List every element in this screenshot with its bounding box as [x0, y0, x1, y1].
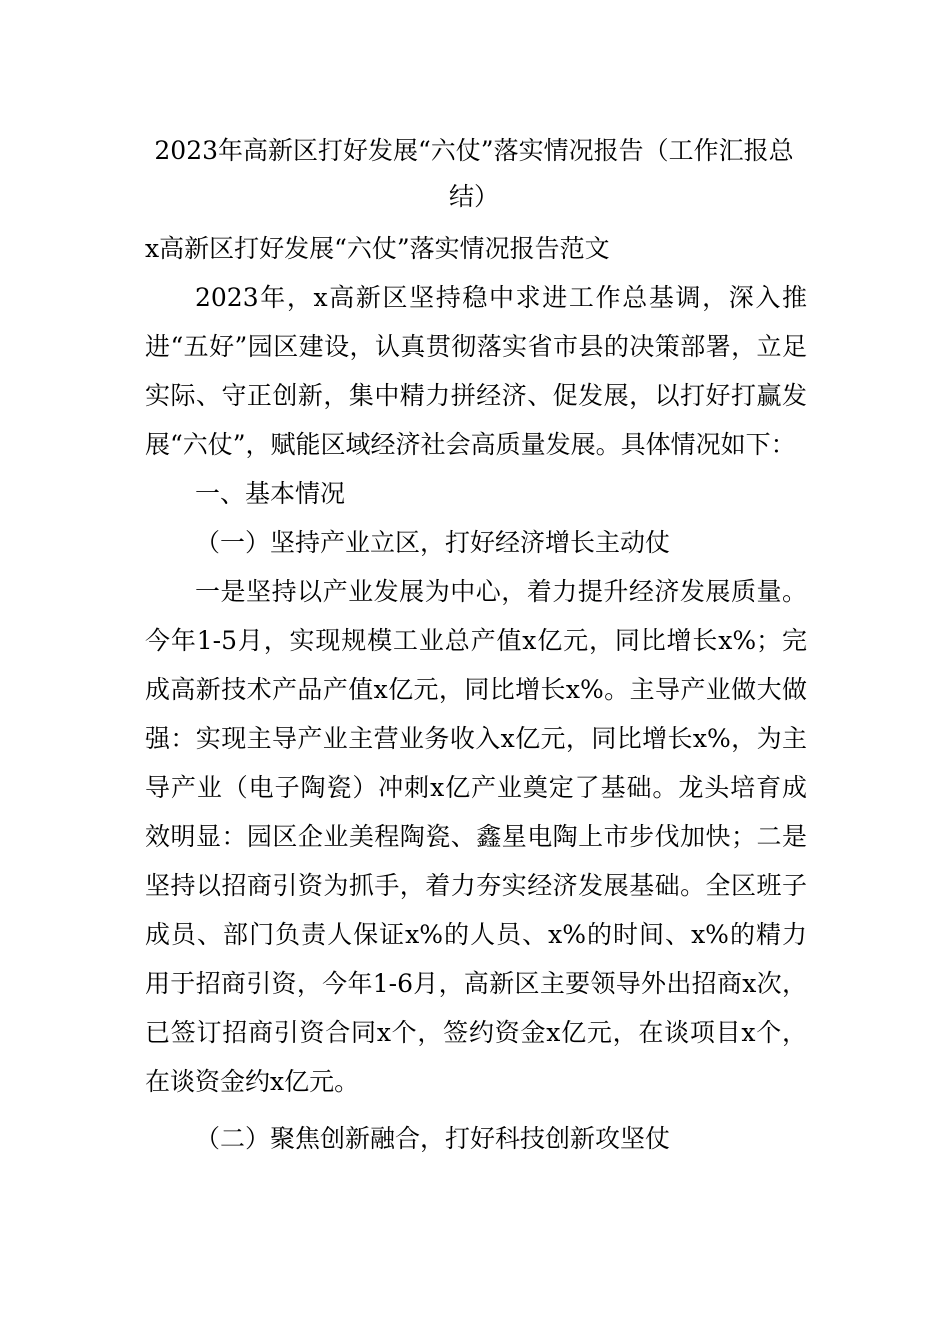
industry-paragraph: 一是坚持以产业发展为中心，着力提升经济发展质量。今年1-5月，实现规模工业总产值x亿元，同比增长x%；完成高新技术产品产值x亿元，同比增长x%。主导产业做大做强：实现主导产业主营业务收入x亿元，同比增长x%，为主导产业（电子陶瓷）冲刺x亿产业奠定了基础。龙头培育成效明显：园区企业美程陶瓷、鑫星电陶上市步伐加快；二是坚持以招商引资为抓手，着力夯实经济发展基础。全区班子成员、部门负责人保证x%的人员、x%的时间、x%的精力用于招商引资，今年1-6月，高新区主要领导外出招商x次，已签订招商引资合同x个，签约资金x亿元，在谈项目x个，在谈资金约x亿元。: [145, 577, 807, 1096]
intro-paragraph: 2023年，x高新区坚持稳中求进工作总基调，深入推进“五好”园区建设，认真贯彻落实省市县的决策部署，立足实际、守正创新，集中精力拼经济、促发展，以打好打赢发展“六仗”，赋能区域经济社会高质量发展。具体情况如下：: [145, 283, 807, 459]
subsection-heading-innovation: （二）聚焦创新融合，打好科技创新攻坚仗: [195, 1124, 671, 1153]
document-subtitle: x高新区打好发展“六仗”落实情况报告范文: [145, 234, 610, 263]
document-title: 2023年高新区打好发展“六仗”落实情况报告（工作汇报总结）: [154, 136, 794, 211]
subsection-heading-industry: （一）坚持产业立区，打好经济增长主动仗: [195, 528, 671, 557]
document-body: [145, 128, 807, 1163]
section-heading-basic-situation: 一、基本情况: [195, 479, 346, 508]
